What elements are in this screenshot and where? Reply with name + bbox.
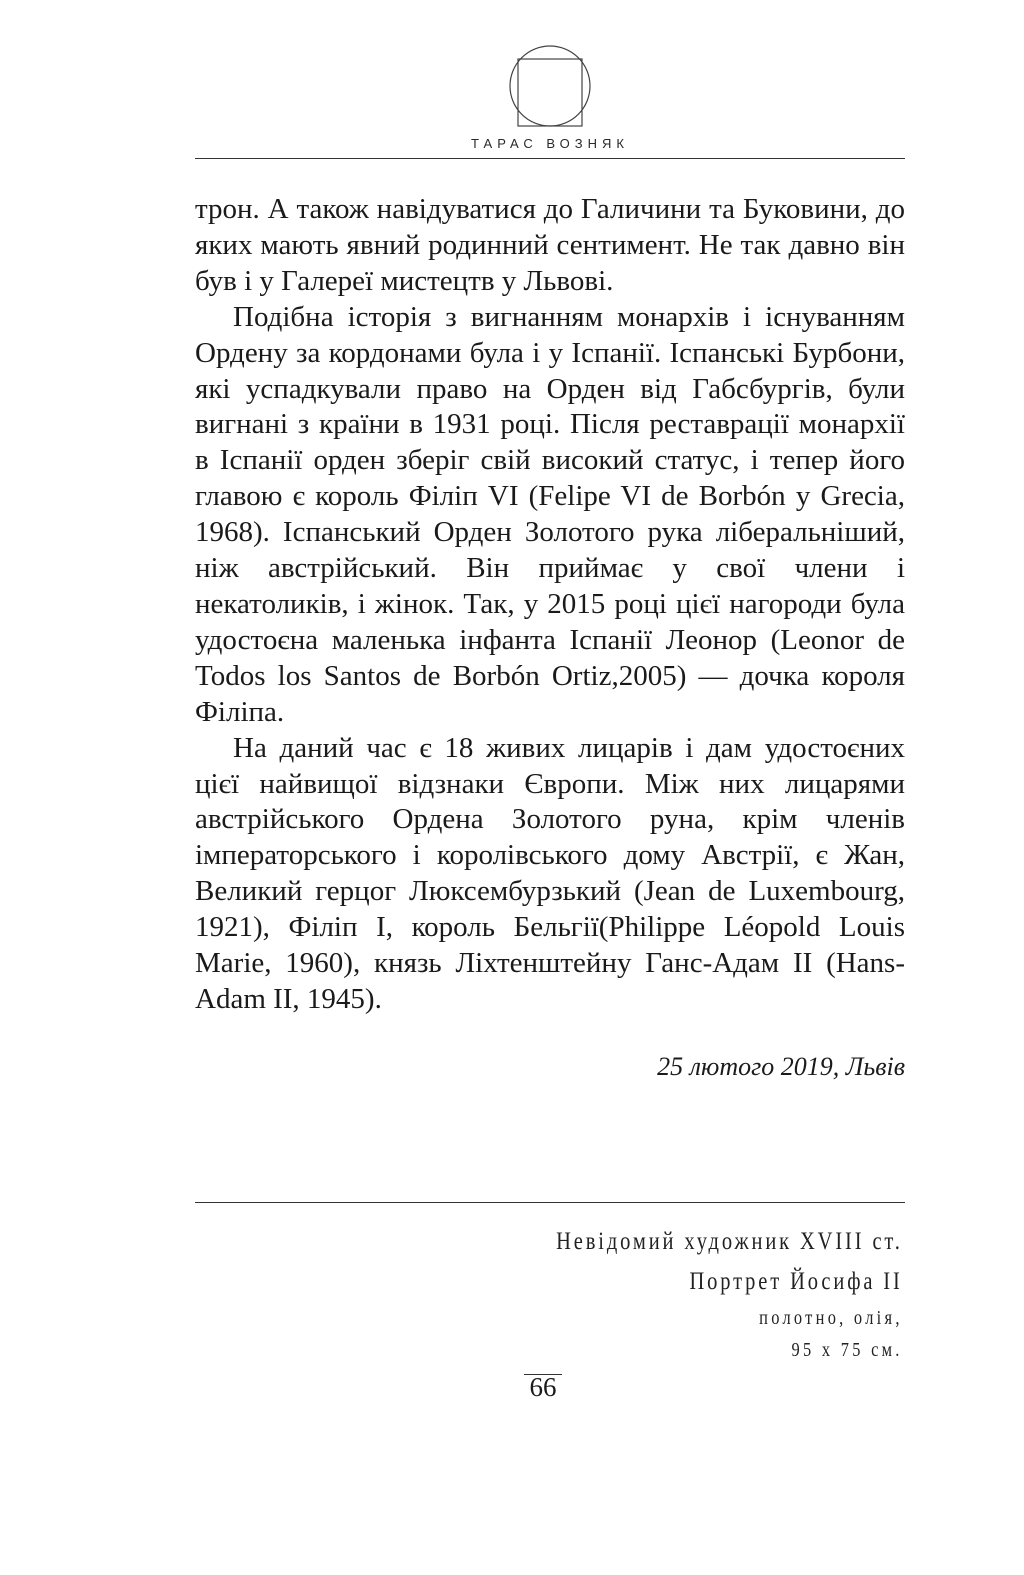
caption-size: 95 х 75 см. bbox=[791, 1339, 903, 1361]
caption-medium: полотно, олія, bbox=[759, 1307, 903, 1329]
paragraph-3: На даний час є 18 живих лицарів і дам удостоєних цієї найвищої відзнаки Європи. Між них лицарями австрійського Ордена Золотого руна, крім членів імператорського і королівського дому Австрії, є Жан, Великий герцог Люксембурзький (Jean de Luxembourg, 1921), Філіп I, король Бельгії(Philippe Léopold Louis Marie, 1960), князь Ліхтенштейну Ганс-Адам II (Hans-Adam II, 1945). bbox=[195, 731, 905, 1015]
dateline: 25 лютого 2019, Львів bbox=[657, 1052, 905, 1081]
paragraph-1: трон. А також навідуватися до Галичини та Буковини, до яких мають явний родинний сентимент. Не так давно він був і у Галереї мистецтв у Львові. bbox=[195, 193, 905, 297]
page-number: 66 bbox=[529, 1372, 557, 1402]
running-head-author: ТАРАС ВОЗНЯК bbox=[471, 136, 629, 151]
caption-rule bbox=[195, 1202, 905, 1203]
image-caption bbox=[480, 1222, 903, 1366]
header-rule bbox=[195, 158, 905, 159]
body-text bbox=[195, 192, 905, 1018]
circle-square-logo-icon bbox=[508, 44, 592, 128]
caption-title: Портрет Йосифа II bbox=[689, 1268, 903, 1295]
paragraph-2: Подібна історія з вигнанням монархів і існуванням Ордену за кордонами була і у Іспанії. Іспанські Бурбони, які успадкували право на Орден від Габсбургів, були вигнані з країни в 1931 році. Після реставрації монархії в Іспанії орден зберіг свій високий статус, і тепер його главою є король Філіп VI (Felipe VI de Borbón y Grecia, 1968). Іспанський Орден Золотого рука ліберальніший, ніж австрійський. Він приймає у свої члени і некатоликів, і жінок. Так, у 2015 році цієї нагороди була удостоєна маленька інфанта Іспанії Леонор (Leonor de Todos los Santos de Borbón Ortiz,2005) — дочка короля Філіпа. bbox=[195, 300, 905, 728]
caption-artist: Невідомий художник XVIII ст. bbox=[556, 1228, 903, 1255]
